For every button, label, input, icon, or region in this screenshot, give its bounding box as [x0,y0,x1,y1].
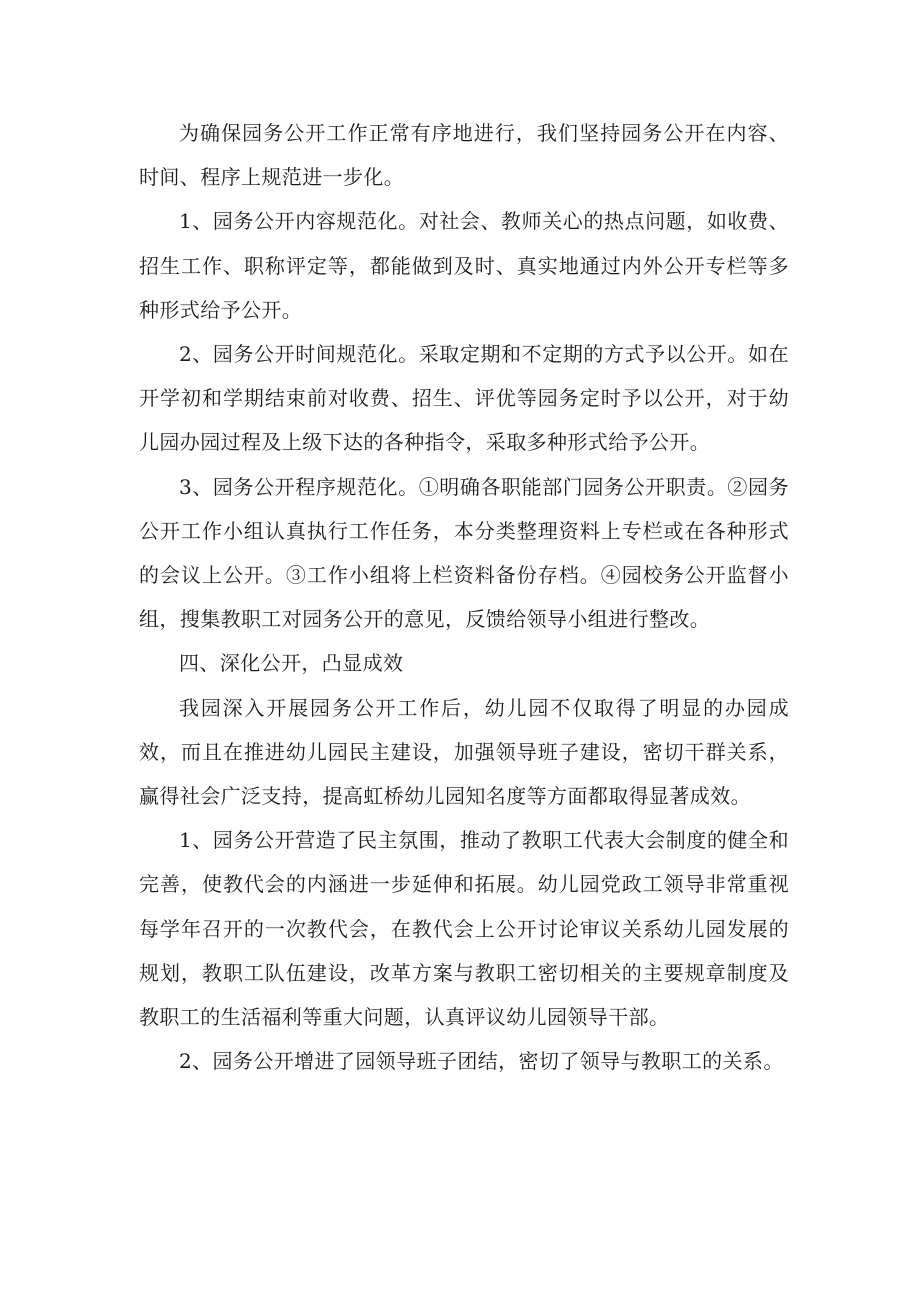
paragraph-democratic-atmosphere: 1、园务公开营造了民主氛围，推动了教职工代表大会制度的健全和完善，使教代会的内涵进一步延伸和拓展。幼儿园党政工领导非常重视每学年召开的一次教代会，在教代会上公开讨论审议关系幼儿园发展的规划，教职工队伍建设，改革方案与教职工密切相关的主要规章制度及教职工的生活福利等重大问题，认真评议幼儿园领导干部。 [139,828,789,1030]
paragraph-intro: 为确保园务公开工作正常有序地进行，我们坚持园务公开在内容、时间、程序上规范进一步化。 [139,121,789,190]
paragraph-leadership-unity: 2、园务公开增进了园领导班子团结，密切了领导与教职工的关系。 [179,1049,784,1074]
document-body [139,111,789,1083]
paragraph-results-summary: 我园深入开展园务公开工作后，幼儿园不仅取得了明显的办园成效，而且在推进幼儿园民主建设，加强领导班子建设，密切干群关系，赢得社会广泛支持，提高虹桥幼儿园知名度等方面都取得显著成效。 [139,695,789,809]
paragraph-time-standard: 2、园务公开时间规范化。采取定期和不定期的方式予以公开。如在开学初和学期结束前对收费、招生、评优等园务定时予以公开，对于幼儿园办园过程及上级下达的各种指令，采取多种形式给予公开。 [139,342,789,455]
paragraph-content-standard: 1、园务公开内容规范化。对社会、教师关心的热点问题，如收费、招生工作、职称评定等，都能做到及时、真实地通过内外公开专栏等多种形式给予公开。 [139,209,789,322]
paragraph-procedure-standard: 3、园务公开程序规范化。①明确各职能部门园务公开职责。②园务公开工作小组认真执行工作任务，本分类整理资料上专栏或在各种形式的会议上公开。③工作小组将上栏资料备份存档。④园校务公开监督小组，搜集教职工对园务公开的意见，反馈给领导小组进行整改。 [139,474,789,632]
section-heading-deepen-disclosure: 四、深化公开，凸显成效 [179,651,404,676]
